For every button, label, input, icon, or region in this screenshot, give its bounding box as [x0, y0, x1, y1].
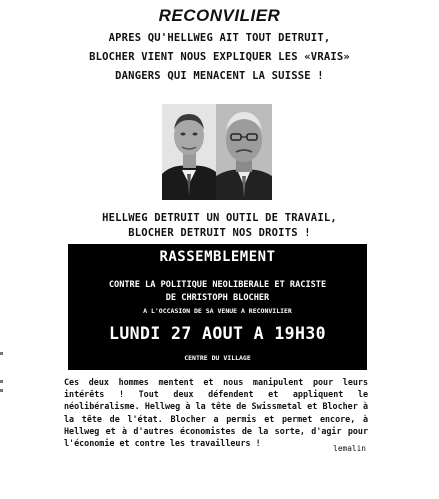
slogan-line-2: BLOCHER DETRUIT NOS DROITS !: [128, 227, 311, 239]
edge-mark: [0, 389, 3, 392]
banner-line-3: A L'OCCASION DE SA VENUE A RECONVILIER: [143, 307, 292, 315]
event-banner: [68, 244, 367, 370]
banner-date: LUNDI 27 AOUT A 19H30: [108, 324, 326, 343]
banner-title: RASSEMBLEMENT: [159, 249, 276, 265]
banner-line-2: DE CHRISTOPH BLOCHER: [165, 293, 270, 303]
signature: lemalin: [333, 444, 366, 453]
intro-line-2: BLOCHER VIENT NOUS EXPLIQUER LES «VRAIS»: [89, 51, 350, 63]
banner-line-1: CONTRE LA POLITIQUE NEOLIBERALE ET RACISTE: [108, 280, 327, 290]
slogan-line-1: HELLWEG DETRUIT UN OUTIL DE TRAVAIL,: [102, 212, 337, 224]
body-paragraph: Ces deux hommes mentent et nous manipulent pour leurs intérêts ! Tout deux défendent et appliquent le néolibéralisme. Hellweg à la tête de Swissmetal et Blocher à la tête de l'état. Blocher a permis et permet encore, à Hellweg et à d'autres économistes de la sorte, d'agir pour l'économie et contre les travailleurs !: [64, 377, 368, 449]
edge-mark: [0, 380, 3, 383]
page-title: RECONVILIER: [158, 6, 281, 25]
portrait-right: [216, 104, 272, 200]
edge-mark: [0, 352, 3, 355]
intro-line-3: DANGERS QUI MENACENT LA SUISSE !: [115, 70, 324, 82]
portrait-left: [162, 104, 216, 200]
banner-place: CENTRE DU VILLAGE: [184, 354, 251, 362]
intro-line-1: APRES QU'HELLWEG AIT TOUT DETRUIT,: [108, 32, 331, 44]
